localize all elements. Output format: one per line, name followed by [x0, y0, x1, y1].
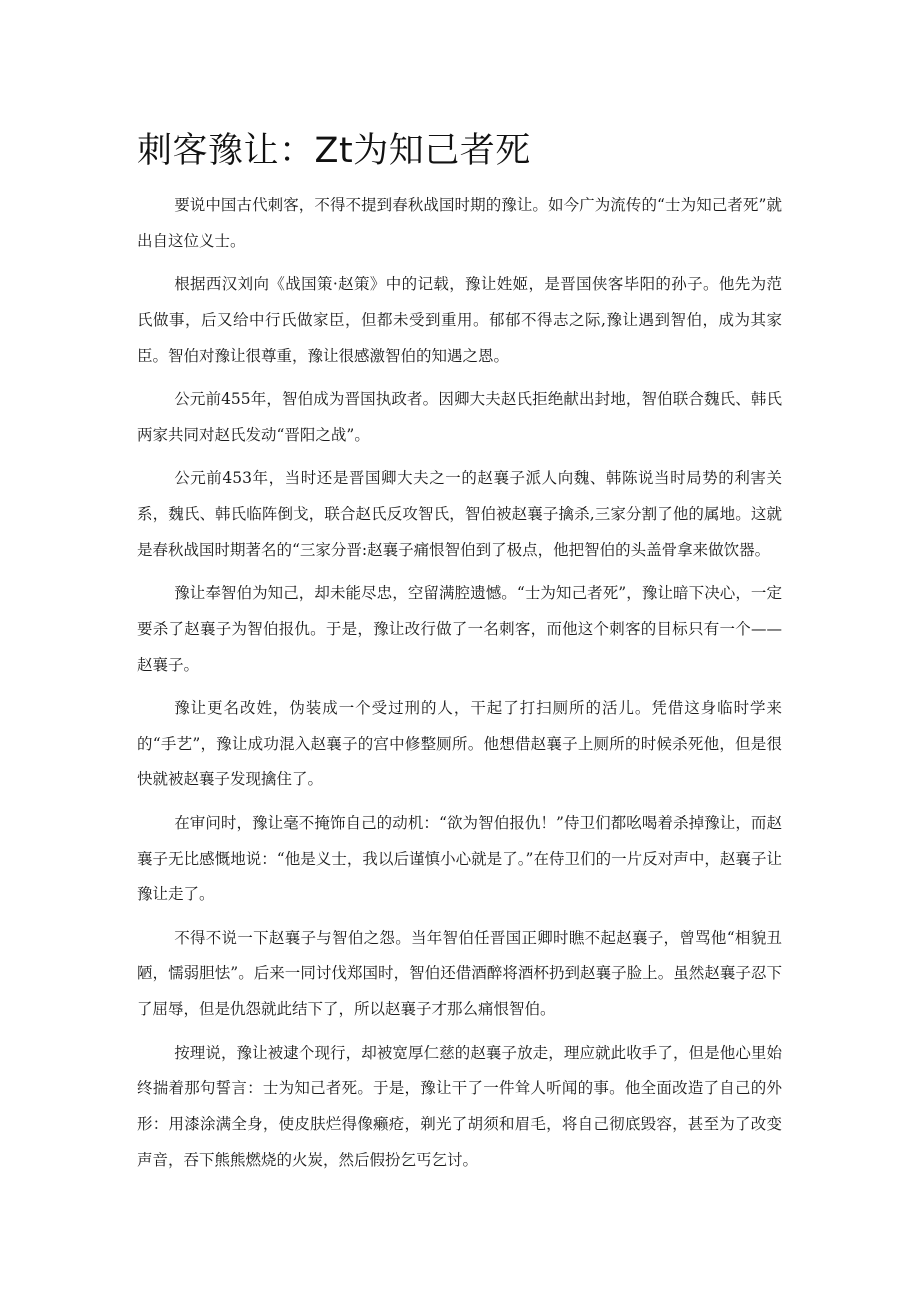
paragraph: 根据西汉刘向《战国策·赵策》中的记载，豫让姓姬，是晋国侠客毕阳的孙子。他先为范氏做事，后又给中行氏做家臣，但都未受到重用。郁郁不得志之际,豫让遇到智伯，成为其家臣。智伯对豫让很尊重，豫让很感激智伯的知遇之恩。: [137, 275, 782, 365]
paragraph: 豫让奉智伯为知己，却未能尽忠，空留满腔遗憾。“士为知己者死”，豫让暗下决心，一定要杀了赵襄子为智伯报仇。于是，豫让改行做了一名刺客，而他这个刺客的目标只有一个——赵襄子。: [137, 583, 782, 674]
paragraph: 按理说，豫让被逮个现行，却被宽厚仁慈的赵襄子放走，理应就此收手了，但是他心里始终揣着那句誓言：士为知己者死。于是，豫让干了一件耸人听闻的事。他全面改造了自己的外形：用漆涂满全身，使皮肤烂得像癞疮，剃光了胡须和眉毛，将自己彻底毁容，甚至为了改变声音，吞下熊熊燃烧的火炭，然后假扮乞丐乞讨。: [137, 1043, 782, 1169]
document-title: 刺客豫让：Zt为知己者死: [137, 131, 531, 171]
paragraph: 不得不说一下赵襄子与智伯之怨。当年智伯任晋国正卿时瞧不起赵襄子，曾骂他“相貌丑陋，懦弱胆怯”。后来一同讨伐郑国时，智伯还借酒醉将酒杯扔到赵襄子脸上。虽然赵襄子忍下了屈辱，但是仇怨就此结下了，所以赵襄子才那么痛恨智伯。: [137, 928, 782, 1019]
paragraph: 要说中国古代刺客，不得不提到春秋战国时期的豫让。如今广为流传的“士为知己者死”就出自这位义士。: [137, 196, 782, 250]
paragraph: 豫让更名改姓，伪装成一个受过刑的人，干起了打扫厕所的活儿。凭借这身临时学来的“手艺”，豫让成功混入赵襄子的宫中修整厕所。他想借赵襄子上厕所的时候杀死他，但是很快就被赵襄子发现擒住了。: [137, 698, 782, 789]
paragraph: 在审问时，豫让毫不掩饰自己的动机：“欲为智伯报仇！”侍卫们都吆喝着杀掉豫让，而赵襄子无比感慨地说：“他是义士，我以后谨慎小心就是了。”在侍卫们的一片反对声中，赵襄子让豫让走了。: [137, 813, 782, 904]
paragraph: 公元前455年，智伯成为晋国执政者。因卿大夫赵氏拒绝献出封地，智伯联合魏氏、韩氏两家共同对赵氏发动“晋阳之战”。: [137, 389, 782, 444]
paragraph: 公元前453年，当时还是晋国卿大夫之一的赵襄子派人向魏、韩陈说当时局势的利害关系，魏氏、韩氏临阵倒戈，联合赵氏反攻智氏，智伯被赵襄子擒杀,三家分割了他的属地。这就是春秋战国时期著名的“三家分晋:赵襄子痛恨智伯到了极点，他把智伯的头盖骨拿来做饮器。: [137, 469, 782, 559]
document-body: [137, 188, 782, 1186]
